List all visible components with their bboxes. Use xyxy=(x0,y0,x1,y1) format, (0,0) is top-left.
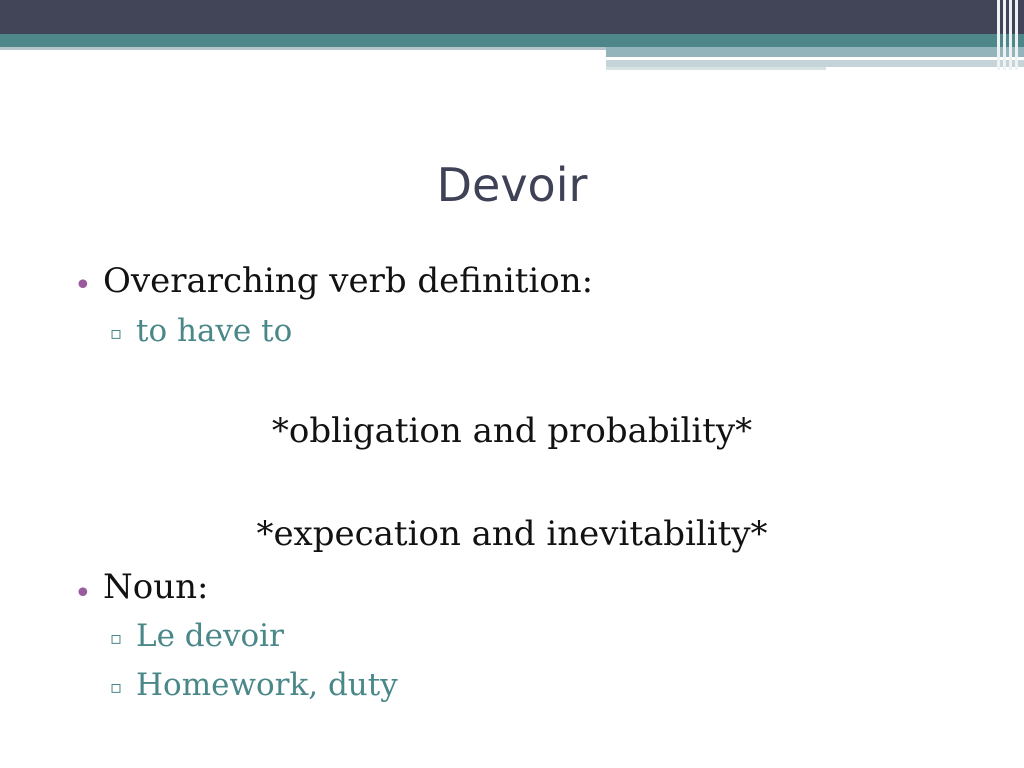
bullet-text: Noun: xyxy=(103,567,209,607)
bullet-marker: • xyxy=(74,576,92,611)
sub-bullet-marker: ▫ xyxy=(110,628,123,649)
centered-note: *expecation and inevitability* xyxy=(256,514,768,554)
slide-title: Devoir xyxy=(436,158,588,212)
bullet-text: Overarching verb definition: xyxy=(103,261,594,301)
sub-bullet-marker: ▫ xyxy=(110,677,123,698)
sub-bullet-text: Le devoir xyxy=(136,618,284,654)
sub-bullet-text: to have to xyxy=(136,313,293,349)
bullet-marker: • xyxy=(74,268,92,303)
centered-note: *obligation and probability* xyxy=(271,411,753,451)
sub-bullet-marker: ▫ xyxy=(110,323,123,344)
sub-bullet-text: Homework, duty xyxy=(136,667,398,703)
